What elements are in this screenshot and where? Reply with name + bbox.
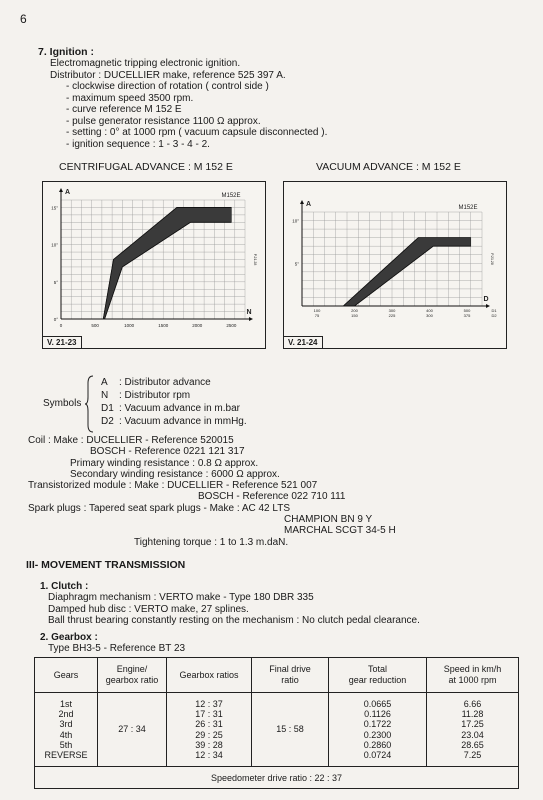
x-row-label: D1 xyxy=(491,308,497,313)
clutch-heading: 1. Clutch : xyxy=(40,581,89,592)
y-tick-label: 10° xyxy=(51,242,58,248)
ignition-bullet: - curve reference M 152 E xyxy=(66,104,182,115)
coil-line: Coil : Make : DUCELLIER - Reference 520015 xyxy=(28,435,234,446)
y-tick-label: 0° xyxy=(53,317,58,322)
engine-gearbox-cell: 27 : 34 xyxy=(98,693,167,767)
side-code: P.21.28 xyxy=(253,253,257,266)
ignition-bullet: - pulse generator resistance 1100 Ω approx. xyxy=(66,115,261,127)
x-tick-label: 375 xyxy=(463,313,471,318)
y-tick-label: 10° xyxy=(292,218,299,224)
speed-value: 7.25 xyxy=(463,749,482,760)
gearbox-ratio: 12 : 34 xyxy=(195,749,223,760)
x-axis-arrow xyxy=(249,317,253,321)
x-tick-label: 1000 xyxy=(124,323,135,328)
spark-plug-line: Spark plugs : Tapered seat spark plugs - Make : AC 42 LTS xyxy=(28,502,290,514)
x-tick-label: 400 xyxy=(426,308,433,313)
symbol-key: D1 xyxy=(101,403,114,414)
side-code: P.21.28 xyxy=(490,253,494,265)
symbol-desc: : Distributor rpm xyxy=(119,390,191,401)
x-tick-label: 200 xyxy=(351,308,358,313)
module-line: BOSCH - Reference 022 710 111 xyxy=(198,491,346,503)
gear-name: 5th xyxy=(59,739,73,750)
curve-label: M152E xyxy=(458,205,478,211)
coil-line: BOSCH - Reference 0221 121 317 xyxy=(90,446,245,458)
table-header-row xyxy=(35,658,519,693)
x-axis-label: D xyxy=(483,296,489,303)
centrifugal-chart-title: CENTRIFUGAL ADVANCE : M 152 E xyxy=(59,161,233,173)
speed-cell xyxy=(427,693,519,767)
speedometer-row xyxy=(35,767,519,789)
total-reduction: 0.2860 xyxy=(363,739,392,750)
speed-value: 6.66 xyxy=(463,698,482,709)
coil-line: Secondary winding resistance : 6000 Ω approx. xyxy=(70,468,280,480)
page-number: 6 xyxy=(20,12,27,26)
gearbox-ratio: 12 : 37 xyxy=(195,698,223,709)
x-axis-label: N xyxy=(246,309,252,316)
y-tick-label: 5° xyxy=(294,261,299,267)
symbol-key: N xyxy=(101,390,109,401)
header-total-reduction: Total gear reduction xyxy=(329,658,427,693)
vacuum-chart-title: VACUUM ADVANCE : M 152 E xyxy=(316,161,461,173)
speedometer-cell: Speedometer drive ratio : 22 : 37 xyxy=(35,767,519,789)
y-tick-label: 5° xyxy=(53,279,58,285)
figure-label: V. 21-24 xyxy=(284,336,323,348)
gear-name: 1st xyxy=(59,698,72,709)
ignition-bullet: - ignition sequence : 1 - 3 - 4 - 2. xyxy=(66,138,210,150)
spark-plug-line: CHAMPION BN 9 Y xyxy=(284,514,373,526)
gearbox-block xyxy=(40,632,185,655)
x-tick-label: 300 xyxy=(426,313,433,318)
symbol-desc: : Vacuum advance in mmHg. xyxy=(119,416,247,427)
gearbox-ratio: 39 : 28 xyxy=(195,739,223,750)
y-axis-arrow xyxy=(59,188,63,192)
header-engine-gearbox: Engine/ gearbox ratio xyxy=(98,658,167,693)
section-heading: III- MOVEMENT TRANSMISSION xyxy=(26,559,186,571)
ignition-bullet: - maximum speed 3500 rpm. xyxy=(66,92,194,104)
gearbox-ratio: 26 : 31 xyxy=(195,719,223,730)
speed-value: 17.25 xyxy=(461,719,484,730)
header-gearbox-ratios: Gearbox ratios xyxy=(167,658,252,693)
series-line xyxy=(317,246,471,306)
coil-block xyxy=(28,435,396,548)
gearbox-ratio: 17 : 31 xyxy=(195,709,223,720)
gear-name: REVERSE xyxy=(44,749,88,760)
x-axis-arrow xyxy=(486,304,490,308)
header-gears: Gears xyxy=(35,658,98,693)
ignition-line: Distributor : DUCELLIER make, reference 525 397 A. xyxy=(50,69,286,81)
y-axis-label: A xyxy=(306,201,312,208)
speed-value: 11.28 xyxy=(461,709,484,720)
spark-plug-line: MARCHAL SCGT 34-5 H xyxy=(284,525,396,537)
ignition-bullet: - setting : 0° at 1000 rpm ( vacuum capsule disconnected ). xyxy=(66,127,328,138)
final-drive-cell: 15 : 58 xyxy=(252,693,329,767)
gearbox-heading: 2. Gearbox : xyxy=(40,632,98,643)
y-tick-label: 15° xyxy=(51,205,58,211)
x-tick-label: 75 xyxy=(314,313,320,318)
x-tick-label: 500 xyxy=(91,323,99,328)
symbol-desc: : Vacuum advance in m.bar xyxy=(119,403,240,414)
y-axis-label: A xyxy=(65,189,71,196)
total-reduction: 0.0665 xyxy=(363,698,392,709)
x-tick-label: 2000 xyxy=(192,323,203,328)
ignition-line: Electromagnetic tripping electronic ignition. xyxy=(50,58,241,69)
symbol-key: D2 xyxy=(101,416,114,427)
header-final-drive: Final drive ratio xyxy=(252,658,329,693)
x-tick-label: 2500 xyxy=(226,323,237,328)
clutch-block xyxy=(40,581,420,626)
gears-cell xyxy=(35,693,98,767)
figure-label: V. 21-23 xyxy=(43,336,82,348)
x-row-label: D2 xyxy=(491,313,497,318)
clutch-line: Damped hub disc : VERTO make, 27 splines. xyxy=(48,603,249,615)
ignition-text xyxy=(50,58,327,150)
ignition-heading: 7. Ignition : xyxy=(38,46,94,58)
symbols-title: Symbols xyxy=(43,398,82,409)
clutch-line: Ball thrust bearing constantly resting on the mechanism : No clutch pedal clearance. xyxy=(48,614,420,626)
header-speed: Speed in km/h at 1000 rpm xyxy=(427,658,519,693)
gear-table xyxy=(34,657,519,789)
total-reduction: 0.2300 xyxy=(363,729,392,740)
centrifugal-chart-panel xyxy=(42,181,266,349)
total-reduction: 0.0724 xyxy=(363,749,392,760)
clutch-line: Diaphragm mechanism : VERTO make - Type 180 DBR 335 xyxy=(48,592,314,604)
gearbox-ratio: 29 : 25 xyxy=(195,729,223,740)
total-reduction: 0.1126 xyxy=(364,709,391,720)
module-line: Transistorized module : Make : DUCELLIER - Reference 521 007 xyxy=(28,480,318,492)
brace-icon xyxy=(85,375,95,433)
x-tick-label: 0 xyxy=(59,323,63,328)
y-axis-arrow xyxy=(300,200,304,204)
total-reduction: 0.1722 xyxy=(363,719,392,730)
gearbox-ratios-cell xyxy=(167,693,252,767)
x-tick-label: 225 xyxy=(388,313,396,318)
curve-label: M152E xyxy=(221,193,241,199)
x-tick-label: 150 xyxy=(351,313,358,318)
symbol-desc: : Distributor advance xyxy=(119,377,211,388)
centrifugal-chart xyxy=(43,182,265,348)
x-tick-label: 1500 xyxy=(158,323,169,328)
vacuum-chart-panel xyxy=(283,181,507,349)
gearbox-type: Type BH3-5 - Reference BT 23 xyxy=(48,643,186,655)
speed-value: 23.04 xyxy=(461,729,484,740)
gear-name: 2nd xyxy=(58,709,74,720)
torque-line: Tightening torque : 1 to 1.3 m.daN. xyxy=(134,536,289,548)
coil-line: Primary winding resistance : 0.8 Ω approx. xyxy=(70,457,259,469)
speed-value: 28.65 xyxy=(461,739,484,750)
x-tick-label: 300 xyxy=(388,308,396,313)
vacuum-chart xyxy=(284,182,506,348)
gear-name: 4th xyxy=(59,729,73,740)
x-tick-label: 100 xyxy=(313,308,321,313)
total-reduction-cell xyxy=(329,693,427,767)
ignition-bullet: - clockwise direction of rotation ( control side ) xyxy=(66,81,269,92)
gear-name: 3rd xyxy=(59,719,73,730)
x-tick-label: 500 xyxy=(463,308,471,313)
symbol-key: A xyxy=(101,377,108,388)
table-body-row xyxy=(35,693,519,767)
